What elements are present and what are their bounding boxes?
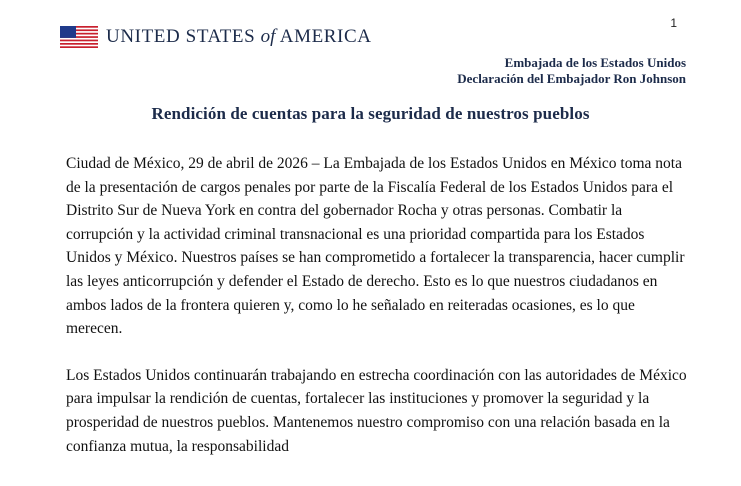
brand-name-of: of (260, 26, 276, 47)
issuer-block (457, 55, 686, 87)
paragraph-2: Los Estados Unidos continuarán trabajando en estrecha coordinación con las autoridades de México para impulsar la rendición de cuentas, fortalecer las instituciones y promover la seguridad y la prosperidad de nuestros pueblos. Mantenemos nuestro compromiso con una relación basada en la confianza mutua, la responsabilidad (66, 366, 687, 455)
brand-name (106, 26, 372, 48)
statement-title: Rendición de cuentas para la seguridad de nuestros pueblos (151, 104, 590, 123)
brand-name-part1: UNITED STATES (106, 26, 256, 47)
statement-body (66, 152, 691, 481)
us-flag-icon (60, 26, 98, 48)
letterhead-brand (60, 26, 372, 48)
brand-name-part3: AMERICA (279, 26, 372, 47)
page-number: 1 (670, 16, 677, 30)
issuer-line-2: Declaración del Embajador Ron Johnson (457, 71, 686, 86)
issuer-line-1: Embajada de los Estados Unidos (504, 55, 686, 70)
paragraph-1: Ciudad de México, 29 de abril de 2026 – La Embajada de los Estados Unidos en México toma nota de la presentación de cargos penales por parte de la Fiscalía Federal de los Estados Unidos para el Distrito Sur de Nueva York en contra del gobernador Rocha y otras personas. Combatir la corrupción y la actividad criminal transnacional es una prioridad compartida para los Estados Unidos y México. Nuestros países se han comprometido a fortalecer la transparencia, hacer cumplir las leyes anticorrupción y defender el Estado de derecho. Esto es lo que nuestros ciudadanos en ambos lados de la frontera quieren y, como lo he señalado en reiteradas ocasiones, es lo que merecen. (66, 155, 685, 338)
